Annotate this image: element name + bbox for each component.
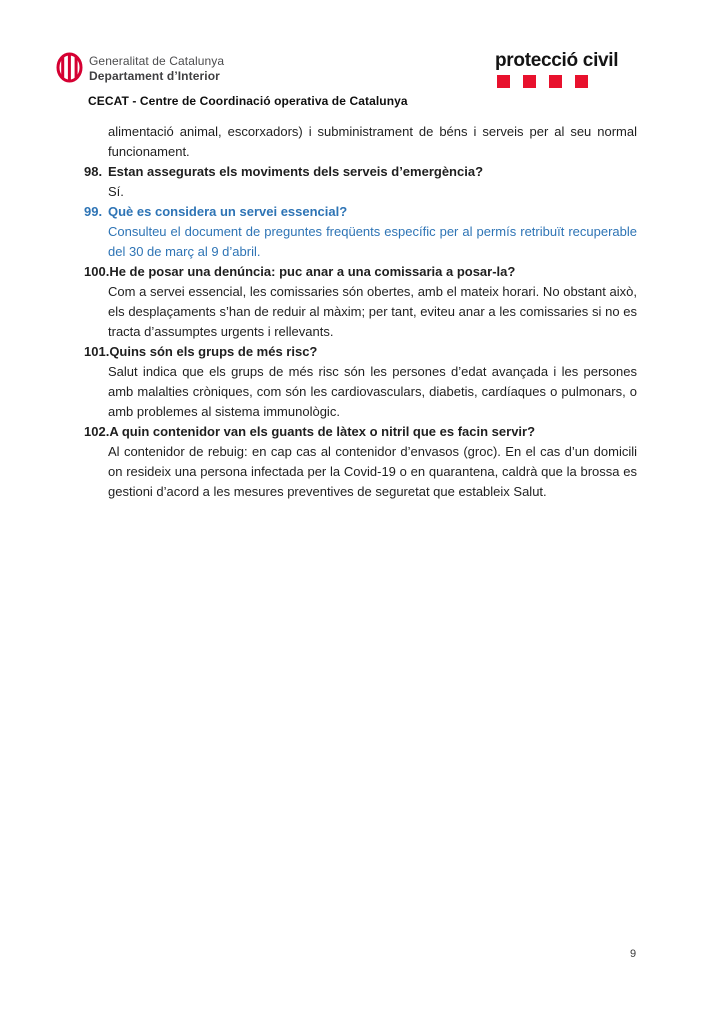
faq-question [84,342,637,362]
org-name: Generalitat de Catalunya [89,54,225,68]
org-department: Departament d’Interior [89,68,220,83]
proteccio-civil-squares-icon [497,75,618,88]
question-number: 102. [84,424,110,439]
faq-content [84,122,637,502]
org-name-block [89,52,224,83]
faq-answer: Salut indica que els grups de més risc són les persones d’edat avançada i les persones amb malalties cròniques, com són les cardiovasculars, diabetis, cardíaques o pulmonars, o amb problemes al sistema immunològic. [108,364,637,419]
faq-question [84,202,637,222]
faq-answer: Al contenidor de rebuig: en cap cas al contenidor d’envasos (groc). En el cas d’un domicili on resideix una persona infectada per la Covid-19 o en quarantena, caldrà que la brossa es gestioni d’acord a les mesures preventives de seguretat que estableix Salut. [108,444,637,499]
generalitat-brand [56,52,224,88]
faq-answer: Consulteu el document de preguntes freqüents específic per al permís retribuït recuperable del 30 de març al 9 d’abril. [108,224,637,259]
question-number: 101. [84,344,110,359]
document-title: CECAT - Centre de Coordinació operativa de Catalunya [88,94,408,108]
faq-item-101 [84,342,637,422]
faq-question [84,422,637,442]
faq-answer: Com a servei essencial, les comissaries són obertes, amb el mateix horari. No obstant això, els desplaçaments s’han de reduir al màxim; per tant, eviteu anar a les comissaries si no es tracta d’assumptes urgents i rellevants. [108,284,637,339]
red-square-icon [549,75,562,88]
question-number: 98. [84,164,103,179]
intro-paragraph: alimentació animal, escorxadors) i subministrament de béns i serveis per al seu normal funcionament. [108,124,637,159]
faq-item-100 [84,262,637,342]
question-text: He de posar una denúncia: puc anar a una comissaria a posar-la? [109,264,516,279]
page-number: 9 [630,948,637,960]
faq-item-98 [84,162,637,202]
question-text: Què es considera un servei essencial? [108,204,348,219]
question-text: Quins són els grups de més risc? [109,344,318,359]
question-number: 100. [84,264,110,279]
red-square-icon [497,75,510,88]
proteccio-civil-logo [495,50,618,88]
proteccio-civil-wordmark: protecció civil [495,50,619,71]
question-text: A quin contenidor van els guants de làtex o nitril que es facin servir? [109,424,536,439]
faq-question [84,262,637,282]
faq-item-102 [84,422,637,502]
question-number: 99. [84,204,103,219]
faq-question [84,162,637,182]
generalitat-senyera-icon [56,52,83,88]
faq-answer: Sí. [108,184,124,199]
red-square-icon [575,75,588,88]
red-square-icon [523,75,536,88]
question-text: Estan assegurats els moviments dels serveis d’emergència? [108,164,484,179]
faq-item-99 [84,202,637,262]
